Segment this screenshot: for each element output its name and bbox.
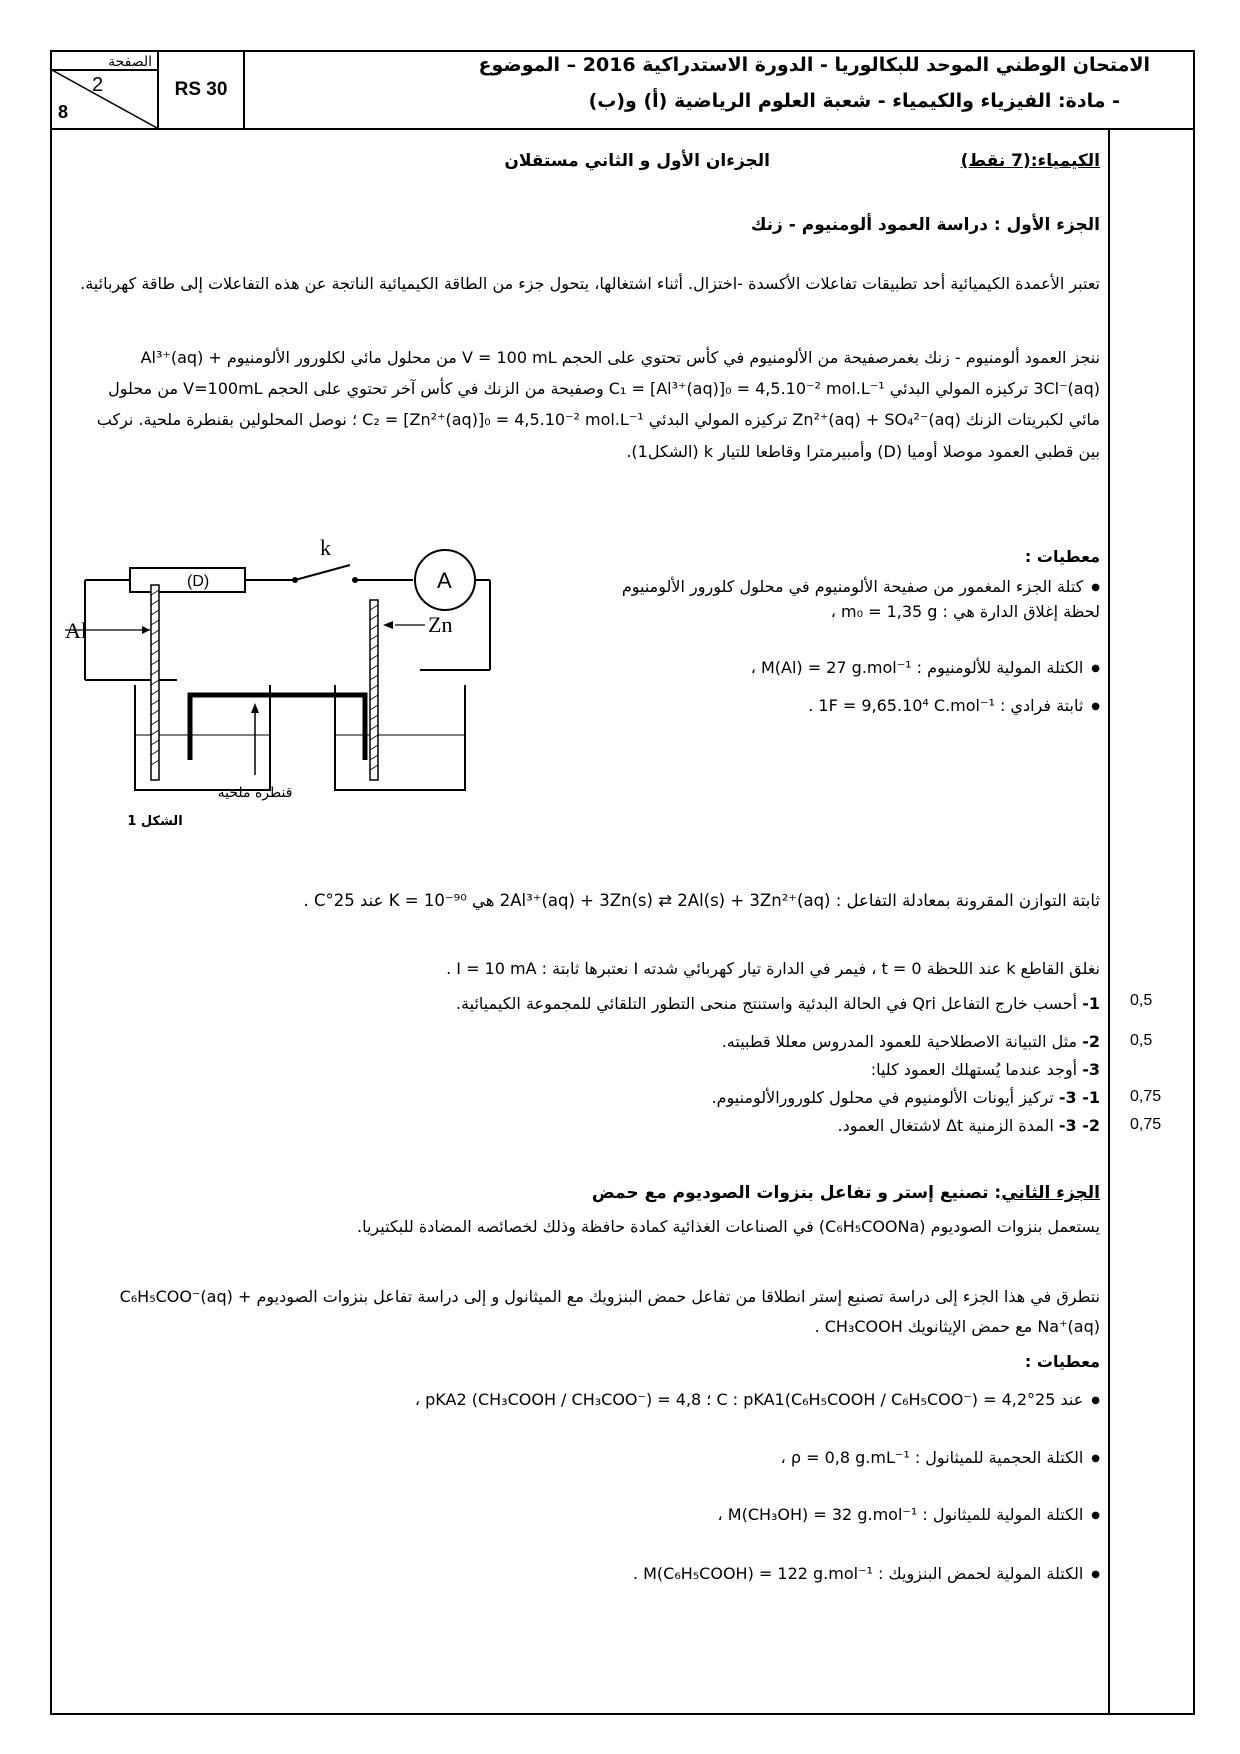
switch-blade bbox=[295, 565, 350, 580]
points-q1: 0,5 bbox=[1130, 992, 1153, 1009]
part2-title bbox=[592, 1180, 1100, 1206]
close-switch-statement: نغلق القاطع k عند اللحظة t = 0 ، فيمر في الدارة تيار كهربائي شدته I نعتبرها ثابتة : I = 10 mA . bbox=[446, 959, 1100, 978]
part2-data-molar-methanol: ● الكتلة المولية للميثانول : M(CH₃OH) = 32 g.mol⁻¹ ، bbox=[718, 1503, 1100, 1528]
header-title-line1: الامتحان الوطني الموحد للبكالوريا - الدورة الاستدراكية 2016 – الموضوع bbox=[478, 54, 1150, 76]
salt-bridge bbox=[190, 695, 365, 760]
question-3-1 bbox=[711, 1086, 1100, 1111]
question-2 bbox=[722, 1030, 1100, 1055]
question-3-2 bbox=[838, 1114, 1100, 1139]
ammeter-label: A bbox=[437, 568, 452, 593]
question-2-text: مثل التبيانة الاصطلاحية للعمود المدروس معللا قطبيته. bbox=[721, 1032, 1078, 1051]
data-item-faraday: ● ثابتة فرادي : 1F = 9,65.10⁴ C.mol⁻¹ . bbox=[808, 694, 1100, 719]
question-3-1-num: 1- 3- bbox=[1058, 1088, 1100, 1107]
question-1 bbox=[456, 992, 1100, 1017]
beaker-right bbox=[335, 685, 465, 790]
page-total: 8 bbox=[58, 102, 69, 122]
part2-paragraph-2: نتطرق في هذا الجزء إلى دراسة تصنيع إستر انطلاقا من تفاعل حمض البنزويك مع الميثانول و إلى دراسة تفاعل بنزوات الصوديوم C₆H₅COO⁻(aq) + Na⁺(aq) مع حمض الإيثانويك CH₃COOH . bbox=[119, 1287, 1100, 1337]
points-q3-1: 0,75 bbox=[1130, 1088, 1162, 1105]
bridge-label: قنطرة ملحية bbox=[217, 785, 293, 801]
part2-paragraph-1: يستعمل بنزوات الصوديوم (C₆H₅COONa) في الصناعات الغذائية كمادة حافظة وذلك لخصائصه المضادة للبكتيريا. bbox=[357, 1217, 1100, 1236]
part2-data-density: ● الكتلة الحجمية للميثانول : ρ = 0,8 g.mL⁻¹ ، bbox=[781, 1446, 1100, 1471]
data-item-mass: ● كتلة الجزء المغمور من صفيحة الألومنيوم في محلول كلورور الألومنيوم لحظة إغلاق الدارة هي : m₀ = 1,35 g ، bbox=[610, 575, 1100, 625]
figure-1-circuit bbox=[65, 535, 505, 835]
question-2-num: 2- bbox=[1082, 1032, 1100, 1051]
points-q3-2: 0,75 bbox=[1130, 1116, 1162, 1133]
question-3-num: 3- bbox=[1082, 1060, 1100, 1079]
question-3-text: أوجد عندما يُستهلك العمود كليا: bbox=[870, 1060, 1078, 1079]
part2-data-molar-benzoic: ● الكتلة المولية لحمض البنزويك : M(C₆H₅COOH) = 122 g.mol⁻¹ . bbox=[633, 1562, 1100, 1587]
zn-label: Zn bbox=[428, 612, 453, 637]
part2-data-pka: ● عند 25°C : pKA1(C₆H₅COOH / C₆H₅COO⁻) = 4,2 ؛ pKA2 (CH₃COOH / CH₃COO⁻) = 4,8 ، bbox=[415, 1388, 1100, 1413]
zn-plate bbox=[370, 600, 378, 780]
part2-data-title: معطيات : bbox=[1024, 1352, 1100, 1371]
part1-title: الجزء الأول : دراسة العمود ألومنيوم - زنك bbox=[750, 215, 1100, 235]
data-item-molar-al: ● الكتلة المولية للألومنيوم : M(Al) = 27 g.mol⁻¹ ، bbox=[751, 656, 1100, 681]
part2-title-text: : تصنيع إستر و تفاعل بنزوات الصوديوم مع حمض bbox=[591, 1183, 1002, 1203]
points-q2: 0,5 bbox=[1130, 1032, 1153, 1049]
question-3-2-num: 2- 3- bbox=[1058, 1116, 1100, 1135]
margin-rule bbox=[1108, 130, 1110, 1715]
resistor-label: (D) bbox=[187, 573, 210, 590]
switch-label: k bbox=[320, 535, 331, 560]
page-label: الصفحة bbox=[108, 54, 152, 70]
intro-paragraph-1: تعتبر الأعمدة الكيميائية أحد تطبيقات تفاعلات الأكسدة -اختزال. أثناء اشتغالها، يتحول جزء من الطاقة الكيميائية الناتجة عن هذه التفاعلات إلى طاقة كهربائية. bbox=[80, 274, 1100, 293]
question-3-2-text: المدة الزمنية Δt لاشتغال العمود. bbox=[837, 1116, 1054, 1135]
question-3 bbox=[871, 1058, 1100, 1083]
page-number-box bbox=[52, 52, 159, 128]
question-1-num: 1- bbox=[1082, 994, 1100, 1013]
al-label: Al bbox=[65, 618, 87, 643]
parts-note: الجزءان الأول و الثاني مستقلان bbox=[504, 151, 770, 171]
header-title-line2: - مادة: الفيزياء والكيمياء - شعبة العلوم الرياضية (أ) و(ب) bbox=[588, 90, 1120, 112]
page-current: 2 bbox=[92, 74, 104, 96]
data-title: معطيات : bbox=[1024, 547, 1100, 566]
part2-title-label: الجزء الثاني bbox=[1001, 1183, 1100, 1203]
chem-title: الكيمياء:(7 نقط) bbox=[960, 151, 1100, 171]
exam-code: RS 30 bbox=[157, 52, 245, 128]
question-3-1-text: تركيز أيونات الألومنيوم في محلول كلورورالألومنيوم. bbox=[711, 1088, 1054, 1107]
question-1-text: أحسب خارج التفاعل Qri في الحالة البدئية واستنتج منحى التطور التلقائي للمجموعة الكيميائية. bbox=[455, 994, 1078, 1013]
equilibrium-statement: ثابتة التوازن المقرونة بمعادلة التفاعل : 2Al³⁺(aq) + 3Zn(s) ⇄ 2Al(s) + 3Zn²⁺(aq) هي K = 10⁻⁹⁰ عند 25°C . bbox=[303, 891, 1100, 910]
figure-caption: الشكل 1 bbox=[127, 814, 183, 829]
intro-paragraph-2: ننجز العمود ألومنيوم - زنك بغمرصفيحة من الألومنيوم في كأس تحتوي على الحجم V = 100 mL من محلول مائي لكلورور الألومنيوم Al³⁺(aq) + 3Cl⁻(aq) تركيزه المولي البدئي C₁ = [Al³⁺(aq)]₀ = 4,5.10⁻² mol.L⁻¹ وصفيحة من الزنك في كأس آخر تحتوي على الحجم V=100mL من محلول مائي لكبريتات الزنك Zn²⁺(aq) + SO₄²⁻(aq) تركيزه المولي البدئي C₂ = [Zn²⁺(aq)]₀ = 4,5.10⁻² mol.L⁻¹ ؛ نوصل المحلولين بقنطرة ملحية. نركب بين قطبي العمود موصلا أوميا (D) وأمبيرمترا وقاطعا للتيار k (الشكل1). bbox=[96, 348, 1100, 461]
